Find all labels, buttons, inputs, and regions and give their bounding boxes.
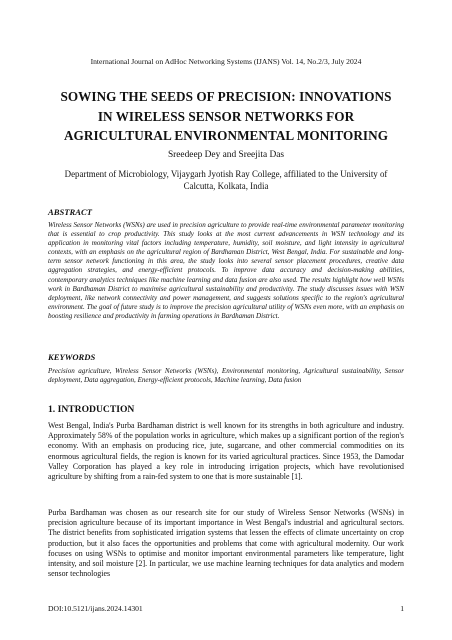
footer-doi: DOI:10.5121/ijans.2024.14301 [48,604,143,613]
keywords-heading: KEYWORDS [48,352,96,362]
abstract-heading: ABSTRACT [48,207,92,217]
page-number: 1 [400,604,404,613]
title-line: IN WIRELESS SENSOR NETWORKS FOR [97,108,355,124]
authors: Sreedeep Dey and Sreejita Das [167,150,285,160]
title-line: SOWING THE SEEDS OF PRECISION: INNOVATIONS [60,89,392,104]
intro-paragraph: Purba Bardhaman was chosen as our research site for our study of Wireless Sensor Networks (WSNs) in precision agriculture because of its important importance in West Bengal's industrial and agricultural sectors. The district benefits from sophisticated irrigation systems that lessen the effects of climate uncertainty on crop production, but it also faces the opportunities and problems that come with agricultural modernity. Our work focuses on using WSNs to optimise and monitor important environmental parameters like temperature, light intensity, and soil moisture [2]. In particular, we use machine learning techniques for data analytics and modern sensor technologies [48,508,404,579]
paper-title [48,87,404,146]
journal-header: International Journal on AdHoc Networking Systems (IJANS) Vol. 14, No.2/3, July 2024 [90,57,362,66]
section-heading-introduction: 1. INTRODUCTION [48,404,135,415]
keywords-text: Precision agriculture, Wireless Sensor Networks (WSNs), Environmental monitoring, Agricultural sustainability, Sensor deployment, Data aggregation, Energy-efficient protocols, Machine learning, Data fusion [48,367,404,385]
affiliation: Department of Microbiology, Vijaygarh Jyotish Ray College, affiliated to the University of Calcutta, Kolkata, India [64,169,388,191]
intro-paragraph: West Bengal, India's Purba Bardhaman district is well known for its strengths in both agriculture and industry. Approximately 58% of the population works in agriculture, which makes up a significant portion of the region's economy. With an emphasis on producing rice, jute, sugarcane, and other commercial commodities on its enormous agricultural fields, the region is known for its varied agricultural practices. Since 1953, the Damodar Valley Corporation has played a key role in introducing irrigation projects, which have revolutionised agriculture by shifting from a rain-fed system to one that is more sustainable [1]. [48,421,404,482]
abstract-text: Wireless Sensor Networks (WSNs) are used in precision agriculture to provide real-time environmental parameter monitoring that is essential to crop productivity. This study looks at the most current advancements in WSN technology and its application in monitoring vital factors including temperature, humidity, soil moisture, and light intensity in agricultural contexts, with an emphasis on the agricultural region of Bardhaman District, West Bengal, India. For sustainable and long-term sensor network functioning in this area, the study looks into several sensor placement procedures, creative data aggregation strategies, and energy-efficient protocols. To improve data accuracy and decision-making abilities, contemporary analytics techniques like machine learning and data fusion are also used. The results highlight how well WSNs work in Bardhaman District to maximise agricultural sustainability and productivity. The study discusses issues with WSN deployment, like network connectivity and power management, and suggests solutions specific to the region's agricultural environment. The goal of future study is to improve the precision agricultural utility of WSNs even more, with an emphasis on boosting resilience and productivity in farming operations in Bardhaman District. [48,221,404,320]
title-line: AGRICULTURAL ENVIRONMENTAL MONITORING [63,128,388,143]
